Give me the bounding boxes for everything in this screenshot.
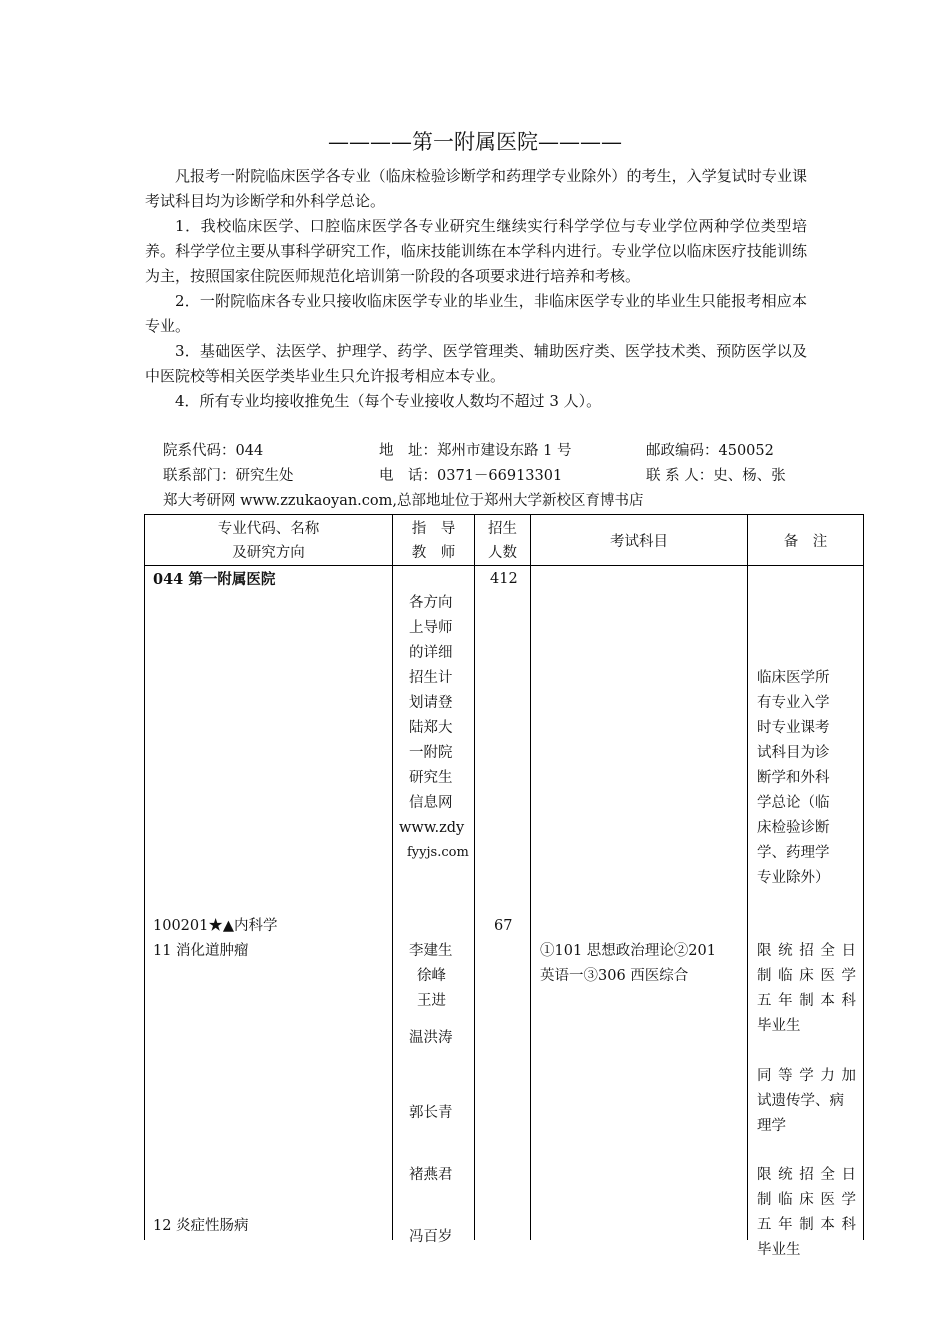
- header-quota-line1: 招生: [488, 521, 517, 537]
- header-note: 备 注: [748, 515, 864, 566]
- website-note: 郑大考研网 www.zzukaoyan.com,总部地址位于郑州大学新校区育博书店: [163, 493, 644, 509]
- header-quota-line2: 人数: [488, 545, 517, 561]
- note-c-line: 五年制本科: [757, 1217, 856, 1233]
- clinical-note-line: 试科目为诊: [757, 745, 830, 761]
- note-c-line: 限统招全日: [757, 1167, 856, 1183]
- header-major-line1: 专业代码、名称: [217, 521, 320, 537]
- address: 地 址：郑州市建设东路 1 号: [379, 443, 572, 459]
- postcode: 邮政编码：450052: [646, 443, 774, 459]
- clinical-note-line: 断学和外科: [757, 770, 830, 786]
- clinical-note-line: 临床医学所: [757, 670, 830, 686]
- major-quota: 67: [494, 918, 513, 934]
- advisor-notice-line: 陆郑大: [409, 720, 453, 736]
- clinical-note-line: 床检验诊断: [757, 820, 830, 836]
- note-column: [748, 566, 864, 1258]
- advisor-name: 王进: [417, 993, 446, 1009]
- advisor-name: 郭长青: [409, 1105, 453, 1121]
- header-quota: [475, 515, 531, 566]
- advisor-column: [393, 566, 475, 1245]
- note-a-line: 五年制本科: [757, 993, 856, 1009]
- note-b-line: 同等学力加: [757, 1068, 856, 1084]
- advisor-notice-line: 招生计: [409, 670, 453, 686]
- advisor-notice-line: 上导师: [409, 620, 453, 636]
- intro-paragraph-4: 3．基础医学、法医学、护理学、药学、医学管理类、辅助医疗类、医学技术类、预防医学以及中医院校等相关医学类毕业生只允许报考相应本专业。: [145, 342, 807, 385]
- exam-column: [531, 566, 748, 1241]
- direction-2: 12 炎症性肠病: [153, 1218, 249, 1234]
- intro-paragraph-2: 1．我校临床医学、口腔临床医学各专业研究生继续实行科学学位与专业学位两种学位类型培养。科学学位主要从事科学研究工作，临床技能训练在本学科内进行。专业学位以临床医疗技能训练为主，按照国家住院医师规范化培训第一阶段的各项要求进行培养和考核。: [145, 217, 807, 285]
- clinical-note-line: 学总论（临: [757, 795, 830, 811]
- note-a-line: 制临床医学: [757, 968, 856, 984]
- dept-row-name: 044 第一附属医院: [153, 571, 276, 588]
- note-b-line: 理学: [757, 1118, 786, 1134]
- header-major: [145, 515, 393, 566]
- header-advisor-line1: 指 导: [411, 521, 456, 537]
- advisor-notice-line: 划请登: [409, 695, 453, 711]
- note-c-line: 毕业生: [757, 1242, 801, 1258]
- advisor-notice-line: 的详细: [409, 645, 453, 661]
- exam-line: 英语一③306 西医综合: [540, 968, 689, 984]
- table-header-row: [145, 515, 864, 566]
- header-advisor: [393, 515, 475, 566]
- header-advisor-line2: 教 师: [411, 545, 456, 561]
- page-title: ————第一附属医院————: [328, 130, 622, 154]
- clinical-note-line: 有专业入学: [757, 695, 830, 711]
- advisor-notice-line: 研究生: [409, 770, 453, 786]
- quota-column: [475, 566, 531, 1241]
- advisor-name: 冯百岁: [409, 1229, 453, 1245]
- advisor-name: 褚燕君: [409, 1167, 453, 1183]
- advisor-notice-line: 一附院: [409, 745, 453, 761]
- advisor-notice-line: www.zdy: [399, 820, 465, 836]
- note-c-line: 制临床医学: [757, 1192, 856, 1208]
- contact-dept: 联系部门：研究生处: [163, 468, 294, 484]
- clinical-note-line: 时专业课考: [757, 720, 830, 736]
- dept-quota: 412: [490, 571, 518, 587]
- dept-code: 院系代码：044: [163, 443, 264, 459]
- advisor-name: 温洪涛: [409, 1030, 453, 1046]
- clinical-note-line: 专业除外）: [757, 870, 830, 886]
- direction-1: 11 消化道肿瘤: [153, 943, 249, 959]
- advisor-name: 李建生: [409, 943, 453, 959]
- admission-table: [144, 514, 864, 1258]
- header-major-line2: 及研究方向: [232, 545, 305, 561]
- note-a-line: 毕业生: [757, 1018, 801, 1034]
- contact-person: 联 系 人：史、杨、张: [646, 468, 786, 484]
- intro-paragraph-5: 4．所有专业均接收推免生（每个专业接收人数均不超过 3 人）。: [175, 392, 602, 410]
- note-a-line: 限统招全日: [757, 943, 856, 959]
- advisor-name: 徐峰: [417, 968, 446, 984]
- exam-line: ①101 思想政治理论②201: [540, 943, 716, 959]
- major-column: [145, 566, 393, 1241]
- advisor-notice-line: 信息网: [409, 795, 453, 811]
- phone: 电 话：0371－66913301: [379, 468, 563, 484]
- clinical-note-line: 学、药理学: [757, 845, 830, 861]
- note-b-line: 试遗传学、病: [757, 1093, 844, 1109]
- advisor-notice-line: 各方向: [409, 595, 453, 611]
- intro-paragraph-3: 2．一附院临床各专业只接收临床医学专业的毕业生，非临床医学专业的毕业生只能报考相应本专业。: [145, 292, 807, 335]
- header-exam: 考试科目: [531, 515, 748, 566]
- advisor-notice-line: fyyjs.com: [407, 845, 469, 860]
- major-name: 100201★▲内科学: [153, 918, 278, 934]
- table-body-row: [145, 566, 864, 1241]
- intro-paragraph-1: 凡报考一附院临床医学各专业（临床检验诊断学和药理学专业除外）的考生，入学复试时专业课考试科目均为诊断学和外科学总论。: [145, 167, 807, 210]
